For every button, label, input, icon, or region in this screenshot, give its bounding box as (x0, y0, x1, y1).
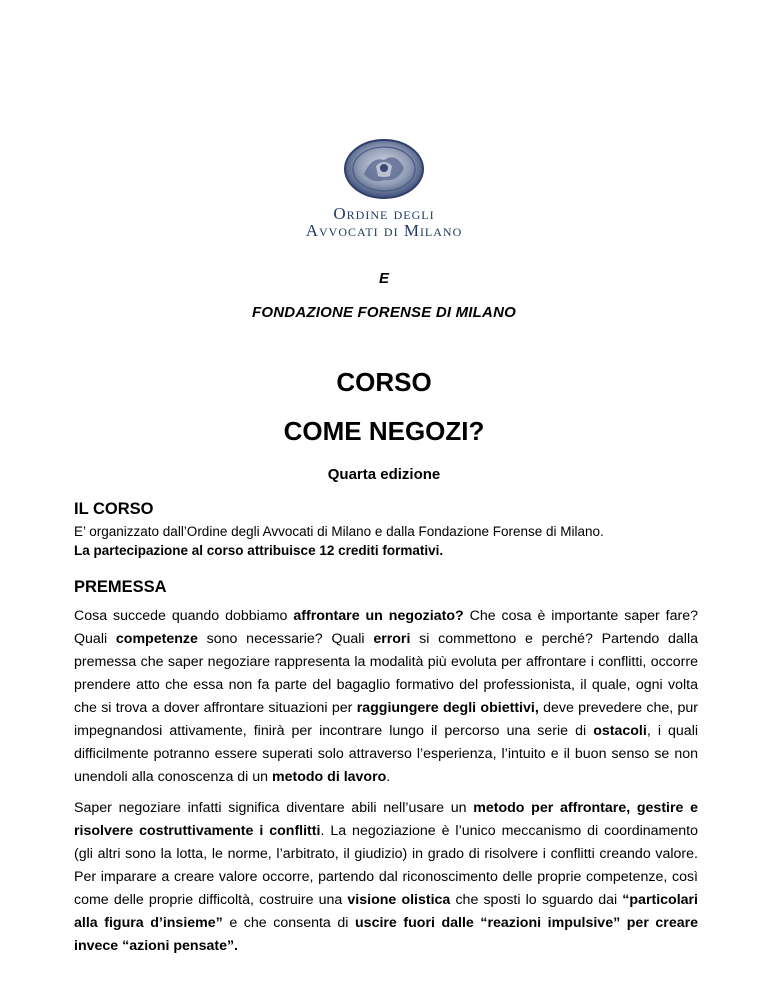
organization-name (0, 205, 768, 239)
paragraph-2: Saper negoziare infatti significa diventare abili nell’usare un metodo per affrontare, gestire e risolvere costruttivamente i conflitti. La negoziazione è l’unico meccanismo di coordinamento (gli altri sono la lotta, le norme, l’arbitrato, il giudizio) in grado di risolvere i conflitti creando valore. Per imparare a creare valore occorre, partendo dal riconoscimento delle proprie competenze, così come delle proprie difficoltà, costruire una visione olistica che sposti lo sguardo dai “particolari alla figura d’insieme” e che consenta di uscire fuori dalle “reazioni impulsive” per creare invece “azioni pensate”. (74, 800, 699, 954)
paragraph-1: Cosa succede quando dobbiamo affrontare un negoziato? Che cosa è importante saper fare? Quali competenze sono necessarie? Quali errori si commettono e perché? Partendo dalla premessa che saper negoziare rappresenta la modalità più evoluta per affrontare i conflitti, occorre prendere atto che essa non fa parte del bagaglio formativo del professionista, il quale, ogni volta che si trova a dover affrontare situazioni per raggiungere degli obiettivi, deve prevedere che, pur impegnandosi attivamente, finirà per incontrare lungo il percorso una serie di ostacoli, i quali difficilmente potranno essere superati solo attraverso l’esperienza, l’intuito e il buon senso se non unendoli alla conoscenza di un metodo di lavoro. (74, 608, 699, 785)
foundation-name: FONDAZIONE FORENSE DI MILANO (252, 304, 516, 321)
section-premessa (74, 578, 698, 958)
logo (0, 138, 768, 200)
section-heading: PREMESSA (74, 578, 167, 596)
conjunction: E (378, 270, 389, 287)
title-corso: CORSO (336, 367, 432, 397)
org-line-2: Avvocati di Milano (305, 221, 463, 240)
section-il-corso (74, 500, 698, 560)
course-organizer: E’ organizzato dall’Ordine degli Avvocati di Milano e dalla Fondazione Forense di Milano. (74, 524, 604, 539)
title-come-negozi: COME NEGOZI? (283, 416, 485, 446)
course-credits: La partecipazione al corso attribuisce 12 crediti formativi. (74, 543, 444, 558)
org-line-1: Ordine degli (333, 204, 435, 223)
seal-emblem (342, 138, 426, 200)
edition: Quarta edizione (327, 466, 441, 483)
section-heading: IL CORSO (74, 500, 154, 518)
